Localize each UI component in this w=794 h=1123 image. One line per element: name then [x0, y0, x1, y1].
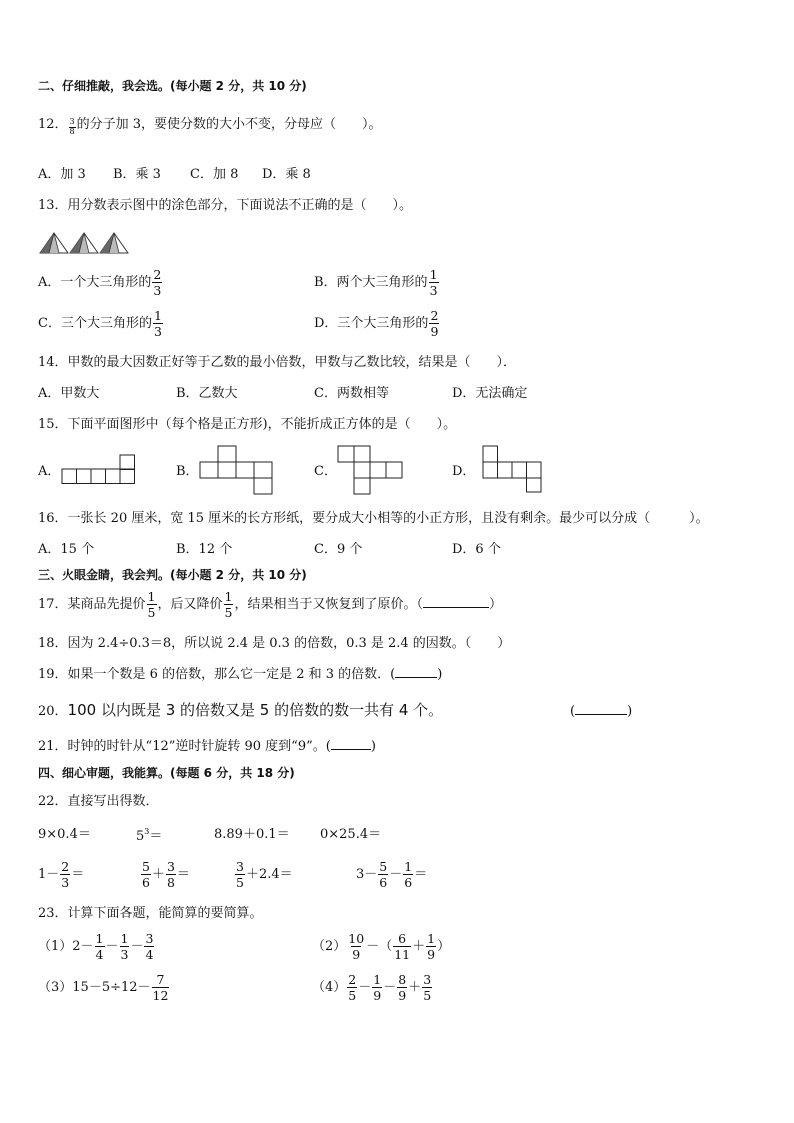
q13-triangles-figure [40, 231, 130, 255]
q15-label-c: C． [314, 464, 337, 479]
q12-number: 12． [38, 117, 68, 132]
triangle-3 [100, 233, 128, 253]
q14-option-c: C．两数相等 [314, 386, 389, 401]
question-18: 18．因为 2.4÷0.3＝8，所以说 2.4 是 0.3 的倍数，0.3 是 2.4 的因数。（ ） [38, 636, 511, 651]
q13-option-c: C．三个大三角形的 $\frac{1}{3}$ [38, 308, 162, 340]
q15-net-b [200, 446, 275, 496]
q23-problem-4: （4） $\frac{2}{5}$ － $\frac{1}{9}$ － $\frac{8}{9}$ ＋ $\frac{3}{5}$ [312, 972, 432, 1004]
q23-problem-2: （2） $\frac{10}{9}$ －（ $\frac{6}{11}$ ＋ $\frac{1}{9}$ ） [312, 931, 451, 963]
q16-option-a: A．15 个 [38, 542, 95, 557]
triangle-1 [40, 233, 68, 253]
q12-text: 的分子加 3，要使分数的大小不变，分母应（ ）。 [76, 117, 382, 132]
q16-option-c: C．9 个 [314, 542, 363, 557]
section-3-title: 三、火眼金睛，我会判。(每小题 2 分，共 10 分) [38, 568, 307, 582]
q20-answer-blank[interactable] [575, 714, 627, 715]
q12-option-b: B．乘 3 [113, 167, 161, 182]
q22-item-3: 8.89＋0.1＝ [214, 827, 290, 842]
question-23: 23．计算下面各题，能简算的要简算。 [38, 906, 263, 921]
question-14: 14．甲数的最大因数正好等于乙数的最小倍数，甲数与乙数比较，结果是（ ）． [38, 355, 517, 370]
q12-option-d: D．乘 8 [262, 167, 311, 182]
q17-answer-blank[interactable] [423, 607, 489, 608]
question-19: 19．如果一个数是 6 的倍数，那么它一定是 2 和 3 的倍数．( ) [38, 667, 443, 682]
q22-item-1: 9×0.4＝ [38, 827, 91, 842]
q22-item-7: $\frac{3}{5}$ ＋2.4＝ [236, 859, 293, 891]
q15-label-b: B． [176, 464, 199, 479]
triangle-2 [70, 233, 98, 253]
q14-option-b: B．乙数大 [176, 386, 238, 401]
q19-answer-blank[interactable] [395, 677, 437, 678]
q15-net-c [338, 446, 403, 496]
q15-label-a: A． [38, 464, 61, 479]
question-12 [38, 118, 382, 137]
q23-problem-3: （3）15－5÷12－ $\frac{7}{12}$ [38, 972, 169, 1004]
question-21: 21．时钟的时针从“12”逆时针旋转 90 度到“9”。( ) [38, 739, 376, 754]
section-2-title: 二、仔细推敲，我会选。(每小题 2 分，共 10 分) [38, 79, 307, 93]
question-22: 22．直接写出得数． [38, 794, 159, 809]
question-15: 15．下面平面图形中（每个格是正方形)，不能折成正方体的是（ ）。 [38, 417, 457, 432]
q21-answer-blank[interactable] [331, 749, 371, 750]
q12-option-a: A．加 3 [38, 167, 86, 182]
q16-option-d: D．6 个 [452, 542, 501, 557]
q14-option-d: D．无法确定 [452, 386, 528, 401]
q13-option-b: B．两个大三角形的 $\frac{1}{3}$ [314, 267, 438, 299]
section-4-title: 四、细心审题，我能算。(每题 6 分，共 18 分) [38, 766, 295, 780]
q15-label-d: D． [452, 464, 476, 479]
q23-problem-1: （1）2－ $\frac{1}{4}$ － $\frac{1}{3}$ － $\frac{3}{4}$ [38, 931, 154, 963]
question-13: 13．用分数表示图中的涂色部分，下面说法不正确的是（ ）。 [38, 198, 413, 213]
q22-item-6: $\frac{5}{6}$ ＋ $\frac{3}{8}$ ＝ [142, 859, 190, 891]
question-20: 20．100 以内既是 3 的倍数又是 5 的倍数的数一共有 4 个。 [38, 701, 444, 719]
question-16: 16．一张长 20 厘米，宽 15 厘米的长方形纸，要分成大小相等的小正方形，且没有剩余。最少可以分成（ ）。 [38, 511, 709, 526]
q13-option-a: A．一个大三角形的 $\frac{2}{3}$ [38, 267, 162, 299]
q12-option-c: C．加 8 [190, 167, 239, 182]
q14-option-a: A．甲数大 [38, 386, 100, 401]
q22-item-8: 3－ $\frac{5}{6}$ － $\frac{1}{6}$ ＝ [356, 859, 428, 891]
q15-net-a [62, 455, 137, 487]
q12-fraction: $\frac{3}{8}$ [69, 117, 75, 137]
q20-answer: ( ) [570, 704, 633, 719]
question-17: 17．某商品先提价 $\frac{1}{5}$ ，后又降价 $\frac{1}{5}$ ，结果相当于又恢复到了原价。（ ） [38, 589, 502, 621]
q16-option-b: B．12 个 [176, 542, 233, 557]
q22-item-5: 1－ $\frac{2}{3}$ ＝ [38, 859, 85, 891]
q22-item-4: 0×25.4＝ [320, 827, 382, 842]
q22-item-2: $5^3=$ [136, 827, 163, 844]
q15-net-d [483, 446, 545, 496]
q13-option-d: D．三个大三角形的 $\frac{2}{9}$ [314, 308, 439, 340]
